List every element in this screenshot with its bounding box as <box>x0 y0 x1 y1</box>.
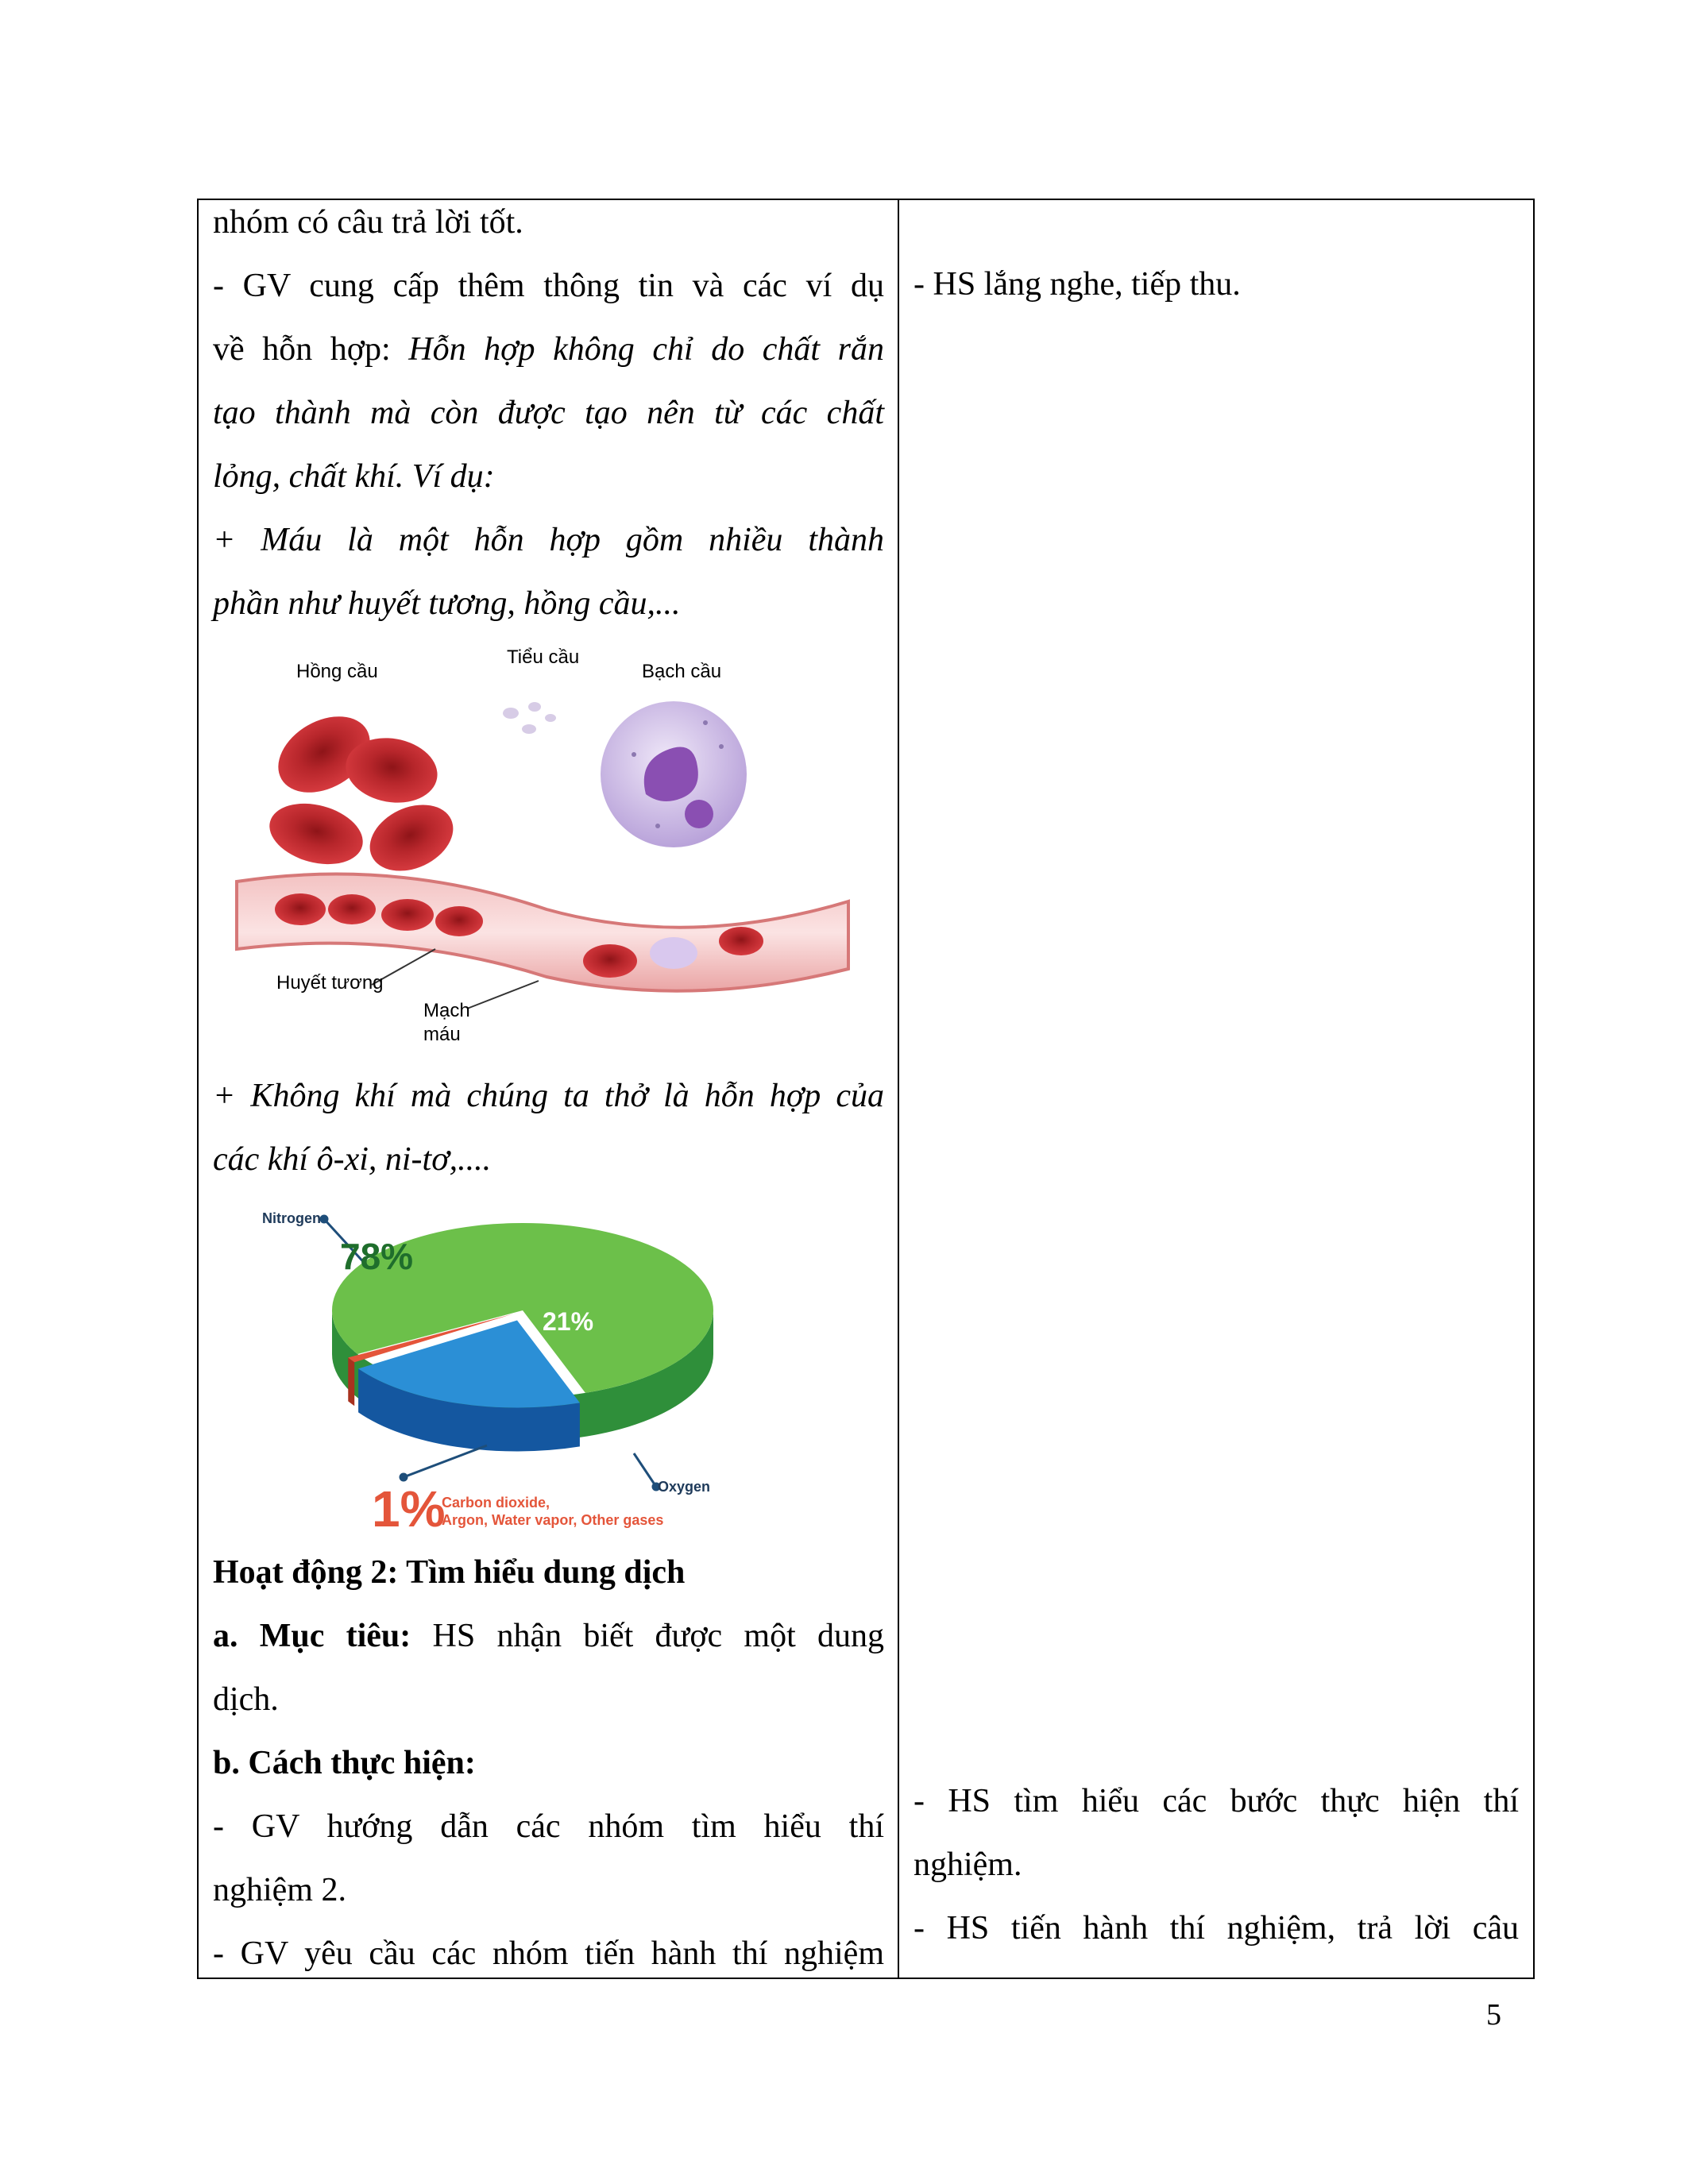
teacher-activity-column <box>213 191 884 1985</box>
goal-line <box>213 1604 884 1668</box>
other-gases-value: 1% <box>372 1480 446 1538</box>
red-cells-label: Hồng cầu <box>296 661 378 682</box>
left-paragraph-line: - GV cung cấp thêm thông tin và các ví dụ <box>213 268 884 304</box>
platelets-label: Tiểu cầu <box>507 646 580 668</box>
pie-slice-other-wall <box>348 1357 354 1406</box>
oxygen-value: 21% <box>543 1307 594 1336</box>
right-line-steps: - HS tìm hiểu các bước thực hiện thí <box>914 1783 1519 1819</box>
nitrogen-value: 78% <box>340 1236 414 1277</box>
platelets <box>503 702 556 734</box>
left-text-italic: Hỗn hợp không chỉ do chất rắn <box>408 331 884 368</box>
left-paragraph-line: lỏng, chất khí. Ví dụ: <box>213 458 495 495</box>
vessel-label-line1: Mạch <box>423 1000 470 1021</box>
activity-2-heading: Hoạt động 2: Tìm hiểu dung dịch <box>213 1554 686 1591</box>
right-line-steps-2: nghiệm. <box>914 1846 1022 1883</box>
blood-example-line: phần như huyết tương, hồng cầu,... <box>213 585 681 622</box>
air-example-line: các khí ô-xi, ni-tơ,.... <box>213 1141 492 1178</box>
oxygen-label: Oxygen <box>658 1479 711 1495</box>
air-pie-chart <box>213 1191 884 1541</box>
page-number: 5 <box>1486 1998 1501 2032</box>
white-blood-cell <box>601 701 747 847</box>
red-blood-cells <box>263 701 464 884</box>
right-line-experiment: - HS tiến hành thí nghiệm, trả lời câu <box>914 1910 1519 1947</box>
blood-components-figure <box>213 635 884 1064</box>
step-1-line-2: nghiệm 2. <box>213 1872 346 1908</box>
other-gases-label-line2: Argon, Water vapor, Other gases <box>442 1512 664 1528</box>
student-activity-lower <box>914 1769 1519 1960</box>
nitrogen-label: Nitrogen <box>262 1210 321 1226</box>
white-cell-label: Bạch cầu <box>642 661 722 682</box>
step-1-line: - GV hướng dẫn các nhóm tìm hiểu thí <box>213 1808 884 1845</box>
right-line-listen: - HS lắng nghe, tiếp thu. <box>914 266 1241 303</box>
plasma-label: Huyết tương <box>276 972 384 994</box>
goal-text: HS nhận biết được một dung <box>411 1618 884 1654</box>
student-activity-column <box>914 253 1519 316</box>
left-text-plain: về hỗn hợp: <box>213 331 409 368</box>
goal-label: a. Mục tiêu: <box>213 1618 411 1654</box>
left-paragraph-line: tạo thành mà còn được tạo nên từ các chất <box>213 395 884 431</box>
goal-line-2: dịch. <box>213 1681 279 1718</box>
air-example-line: + Không khí mà chúng ta thở là hỗn hợp của <box>213 1078 884 1114</box>
left-paragraph-line <box>213 318 884 381</box>
other-gases-label-line1: Carbon dioxide, <box>442 1495 550 1511</box>
table-column-divider <box>898 199 899 1979</box>
method-heading: b. Cách thực hiện: <box>213 1745 476 1781</box>
blood-example-line: + Máu là một hỗn hợp gồm nhiều thành <box>213 522 884 558</box>
vessel-label-line2: máu <box>423 1024 461 1045</box>
air-composition-chart <box>213 1191 884 1541</box>
step-2-line: - GV yêu cầu các nhóm tiến hành thí nghiệm <box>213 1935 884 1972</box>
left-line-1: nhóm có câu trả lời tốt. <box>213 204 523 241</box>
blood-illustration <box>213 635 884 1064</box>
